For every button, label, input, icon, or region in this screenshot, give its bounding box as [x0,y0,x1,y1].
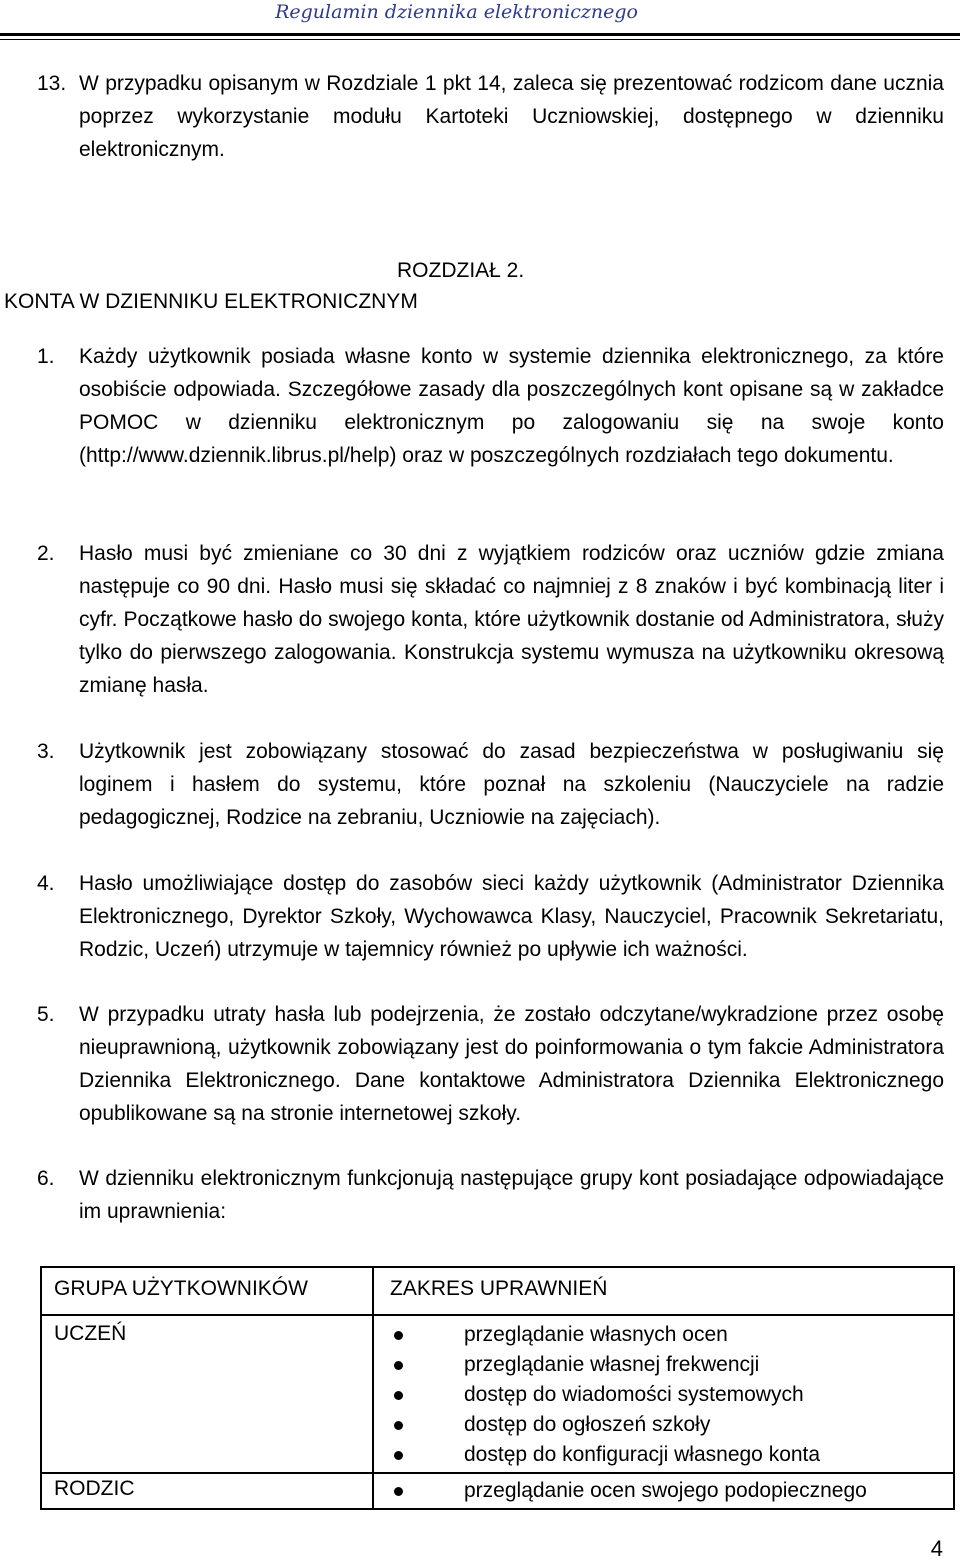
table-header-cell [41,1267,373,1315]
bullet-icon [394,1487,403,1496]
list-item-6 [37,1162,944,1228]
list-item-number: 6. [37,1167,55,1190]
group-cell [41,1315,373,1473]
list-item [374,1440,953,1470]
list-item [374,1410,953,1440]
permission-text: przeglądanie własnych ocen [464,1323,728,1346]
list-item-5 [37,998,944,1130]
bullet-icon [394,1421,403,1430]
list-item-4 [37,867,944,966]
list-item-number: 3. [37,740,55,763]
header-rule-thin [0,39,960,40]
permissions-list [374,1316,953,1472]
list-item-text: W przypadku opisanym w Rozdziale 1 pkt 14, zaleca się prezentować rodzicom dane ucznia poprzez wykorzystanie modułu Kartoteki Uczniowskiej, dostępnego w dzienniku elektronicznym. [79,72,944,161]
list-item-text: Użytkownik jest zobowiązany stosować do zasad bezpieczeństwa w posługiwaniu się loginem i hasłem do systemu, które poznał na szkoleniu (Nauczyciele na radzie pedagogicznej, Rodzice na zebraniu, Uczniowie na zajęciach). [79,740,944,829]
page-number: 4 [930,1536,943,1561]
list-item-number: 13. [37,72,67,95]
list-item [374,1350,953,1380]
group-name: RODZIC [54,1477,135,1500]
list-item-2 [37,537,944,702]
table-header-cell [373,1267,954,1315]
table-row [41,1473,954,1509]
list-item [374,1476,953,1506]
header-group: GRUPA UŻYTKOWNIKÓW [54,1277,308,1300]
permission-text: przeglądanie własnej frekwencji [464,1353,760,1376]
list-item-text: W dzienniku elektronicznym funkcjonują następujące grupy kont posiadające odpowiadające im uprawnienia: [79,1167,944,1223]
list-item-13 [37,67,944,166]
header-permissions: ZAKRES UPRAWNIEŃ [390,1277,608,1300]
bullet-icon [394,1361,403,1370]
list-item-number: 5. [37,1003,55,1026]
list-item-text: Hasło umożliwiające dostęp do zasobów sieci każdy użytkownik (Administrator Dziennika Elektronicznego, Dyrektor Szkoły, Wychowawca Klasy, Nauczyciel, Pracownik Sekretariatu, Rodzic, Uczeń) utrzymuje w tajemnicy również po upływie ich ważności. [79,872,944,961]
list-item-3 [37,735,944,834]
permissions-list [374,1474,953,1508]
chapter-title: KONTA W DZIENNIKU ELEKTRONICZNYM [4,290,418,313]
permission-text: dostęp do konfiguracji własnego konta [464,1443,821,1466]
permission-text: dostęp do wiadomości systemowych [464,1383,804,1406]
table-header-row [41,1267,954,1315]
header-title: Regulamin dziennika elektronicznego [275,1,638,23]
group-cell [41,1473,373,1509]
permissions-cell [373,1473,954,1509]
table-row [41,1315,954,1473]
list-item-number: 1. [37,345,55,368]
bullet-icon [394,1451,403,1460]
bullet-icon [394,1331,403,1340]
permissions-table [40,1266,955,1510]
permission-text: dostęp do ogłoszeń szkoły [464,1413,711,1436]
bullet-icon [394,1391,403,1400]
permission-text: przeglądanie ocen swojego podopiecznego [464,1479,867,1502]
list-item-text: Hasło musi być zmieniane co 30 dni z wyjątkiem rodziców oraz uczniów gdzie zmiana następuje co 90 dni. Hasło musi się składać co najmniej z 8 znaków i być kombinacją liter i cyfr. Początkowe hasło do swojego konta, które użytkownik dostanie od Administratora, służy tylko do pierwszego zalogowania. Konstrukcja systemu wymusza na użytkowniku okresową zmianę hasła. [79,542,944,697]
permissions-cell [373,1315,954,1473]
list-item-1 [37,340,944,472]
chapter-label: ROZDZIAŁ 2. [397,259,525,282]
list-item [374,1320,953,1350]
list-item-number: 4. [37,872,55,895]
list-item-text: Każdy użytkownik posiada własne konto w systemie dziennika elektronicznego, za które osobiście odpowiada. Szczegółowe zasady dla poszczególnych kont opisane są w zakładce POMOC w dzienniku elektronicznym po zalogowaniu się na swoje konto (http://www.dziennik.librus.pl/help) oraz w poszczególnych rozdziałach tego dokumentu. [79,345,944,467]
group-name: UCZEŃ [54,1322,127,1345]
header-rule-thick [0,33,960,36]
list-item-number: 2. [37,542,55,565]
page-header [0,0,960,30]
list-item-text: W przypadku utraty hasła lub podejrzenia, że zostało odczytane/wykradzione przez osobę nieuprawnioną, użytkownik zobowiązany jest do poinformowania o tym fakcie Administratora Dziennika Elektronicznego. Dane kontaktowe Administratora Dziennika Elektronicznego opublikowane są na stronie internetowej szkoły. [79,1003,944,1125]
list-item [374,1380,953,1410]
